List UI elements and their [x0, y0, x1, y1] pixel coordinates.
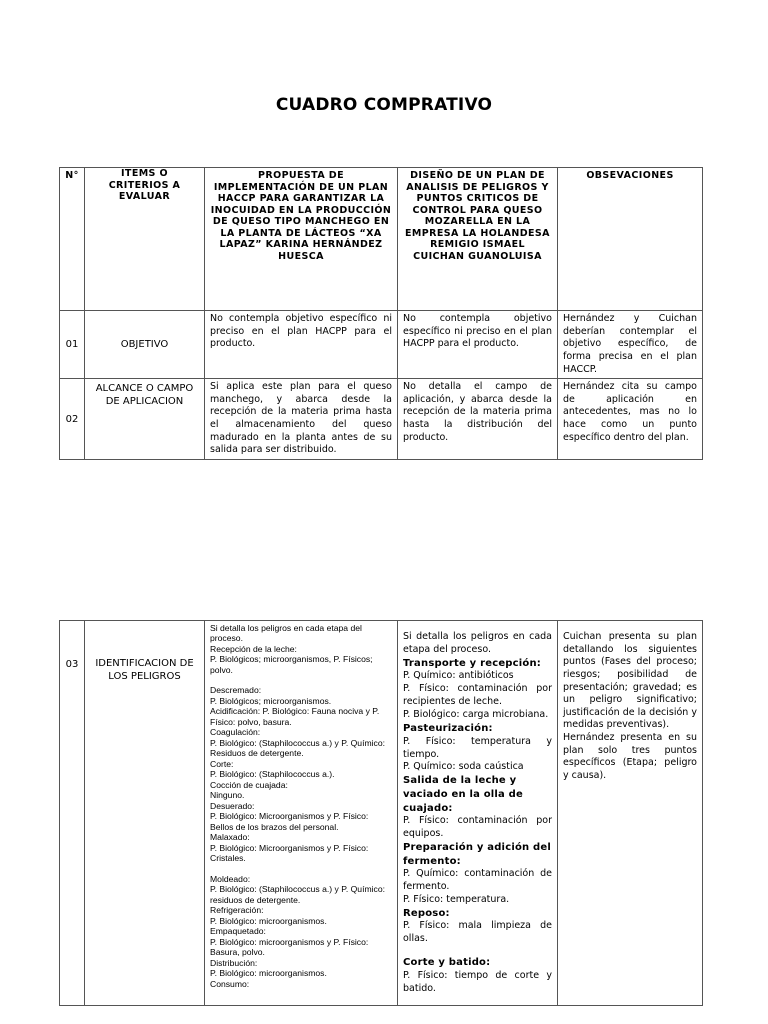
row-col1: No contempla objetivo específico ni preciso en el plan HACPP para el producto.: [205, 311, 398, 379]
hazard-line: P. Biológico: (Staphilococcus a.).: [210, 769, 335, 780]
header-items: ITEMS O CRITERIOS A EVALUAR: [85, 168, 205, 311]
spacer-line: [210, 675, 392, 685]
stage-heading: Reposo:: [403, 907, 450, 919]
stage-heading: Corte y batido:: [403, 957, 491, 969]
hazard-line: P. Biológico: microorganismos.: [210, 915, 327, 926]
hazard-line: P. Biológico: (Staphilococcus a.) y P. Químico: Residuos de detergente.: [210, 737, 385, 759]
hazard-line: P. Biológico: (Staphilococcus a.) y P. Químico: residuos de detergente.: [210, 884, 385, 905]
hazard-line: Descremado:: [210, 685, 262, 696]
hazards-col2: [398, 621, 558, 1006]
hazard-line: P. Biológico: Microorganismos y P. Físico: Cristales.: [210, 842, 369, 864]
hazard-line: Ninguno.: [210, 790, 245, 801]
observation-paragraph: Hernández presenta en su plan solo tres puntos específicos (Etapa; peligro y causa).: [563, 732, 697, 781]
spacer-line: [210, 864, 392, 874]
stage-heading: Transporte y recepción:: [403, 657, 542, 669]
row-item: OBJETIVO: [85, 311, 205, 379]
hazard-line: P. Físico: contaminación por recipientes de leche.: [403, 683, 552, 708]
row-item: IDENTIFICACION DE LOS PELIGROS: [85, 621, 205, 1006]
hazard-line: P. Biológico: Microorganismos y P. Físico: Bellos de los brazos del personal.: [210, 811, 369, 832]
row-item: ALCANCE O CAMPO DE APLICACION: [85, 379, 205, 460]
header-num: N°: [60, 168, 85, 311]
row-col2: No detalla el campo de aplicación, y abarca desde la recepción de la materia prima hasta la distribución del producto.: [398, 379, 558, 460]
row-number: 02: [60, 379, 85, 460]
document-title: CUADRO COMPRATIVO: [275, 95, 493, 115]
header-col1: PROPUESTA DE IMPLEMENTACIÓN DE UN PLAN HACCP PARA GARANTIZAR LA INOCUIDAD EN LA PRODUCCIÓN DE QUESO TIPO MANCHEGO EN LA PLANTA DE LÁCTEOS “XA LAPAZ” KARINA HERNÁNDEZ HUESCA: [205, 168, 398, 311]
comparison-table-continued: [59, 620, 703, 1006]
hazard-line: P. Biológico: carga microbiana.: [403, 709, 549, 721]
hazard-line: P. Físico: mala limpieza de ollas.: [403, 920, 552, 945]
table-row: [60, 621, 703, 1006]
hazard-line: Cocción de cuajada:: [210, 779, 288, 790]
hazard-line: Empaquetado:: [210, 926, 266, 937]
hazard-line: Si detalla los peligros en cada etapa del proceso.: [403, 631, 552, 655]
hazard-line: Malaxado:: [210, 832, 250, 843]
spacer-line: [403, 946, 552, 956]
hazard-line: Coagulación:: [210, 727, 261, 738]
hazard-line: Distribución:: [210, 957, 258, 968]
hazard-line: Moldeado:: [210, 873, 251, 884]
hazard-line: P. Químico: contaminación de fermento.: [403, 868, 552, 893]
table-row: [60, 311, 703, 379]
hazard-line: Corte:: [210, 758, 234, 769]
hazard-line: P. Físico: contaminación por equipos.: [403, 815, 552, 840]
hazard-line: Si detalla los peligros en cada etapa del proceso.: [210, 623, 362, 644]
row-obs: Hernández y Cuichan deberían contemplar el objetivo específico, de forma precisa en el plan HACCP.: [558, 311, 703, 379]
hazards-col1: [205, 621, 398, 1006]
hazard-line: P. Químico: antibióticos: [403, 670, 514, 682]
hazard-line: P. Físico: temperatura y tiempo.: [403, 735, 552, 760]
hazard-line: Desuerado:: [210, 800, 255, 811]
observation-paragraph: Cuichan presenta su plan detallando los siguientes puntos (Fases del proceso; riesgos; posibilidad de presentación; gravedad; es un peligro significativo; justificación de la decisión y medidas preventivas).: [563, 631, 697, 731]
hazard-line: P. Biológico: microorganismos.: [210, 968, 327, 979]
stage-heading: Salida de la leche y vaciado en la olla de cuajado:: [403, 775, 524, 814]
stage-heading: Pasteurización:: [403, 723, 493, 735]
hazard-line: Acidificación: P. Biológico: Fauna nociva y P. Físico: polvo, basura.: [210, 706, 380, 727]
row-number: 01: [60, 311, 85, 379]
header-col2: DISEÑO DE UN PLAN DE ANALISIS DE PELIGROS Y PUNTOS CRITICOS DE CONTROL PARA QUESO MOZARELLA EN LA EMPRESA LA HOLANDESA REMIGIO ISMAEL CUICHAN GUANOLUISA: [398, 168, 558, 311]
hazard-line: P. Físico: temperatura.: [403, 893, 510, 905]
header-obs: OBSEVACIONES: [558, 168, 703, 311]
hazard-line: P. Físico: tiempo de corte y batido.: [403, 969, 552, 994]
hazard-line: P. Biológicos; microorganismos.: [210, 695, 332, 706]
row-col1: Si aplica este plan para el queso manchego, y abarca desde la recepción de la materia prima hasta el almacenamiento del queso madurado en la planta antes de su salida para ser distribuido.: [205, 379, 398, 460]
hazard-line: Consumo:: [210, 978, 250, 989]
row-col2: No contempla objetivo específico ni preciso en el plan HACPP para el producto.: [398, 311, 558, 379]
table-row: [60, 379, 703, 460]
hazard-line: P. Biológico: microorganismos y P. Físico: Basura, polvo.: [210, 936, 369, 958]
row-obs: Hernández cita su campo de aplicación en antecedentes, mas no lo hace como un punto específico dentro del plan.: [558, 379, 703, 460]
stage-heading: Preparación y adición del fermento:: [403, 841, 551, 867]
hazard-line: P. Biológicos; microorganismos, P. Físicos; polvo.: [210, 654, 373, 675]
comparison-table: [59, 167, 703, 460]
hazards-obs: [558, 621, 703, 1006]
row-number: 03: [60, 621, 85, 1006]
header-row: [60, 168, 703, 311]
hazard-line: Recepción de la leche:: [210, 643, 297, 654]
hazard-line: P. Químico: soda caústica: [403, 761, 524, 773]
hazard-line: Refrigeración:: [210, 905, 264, 916]
